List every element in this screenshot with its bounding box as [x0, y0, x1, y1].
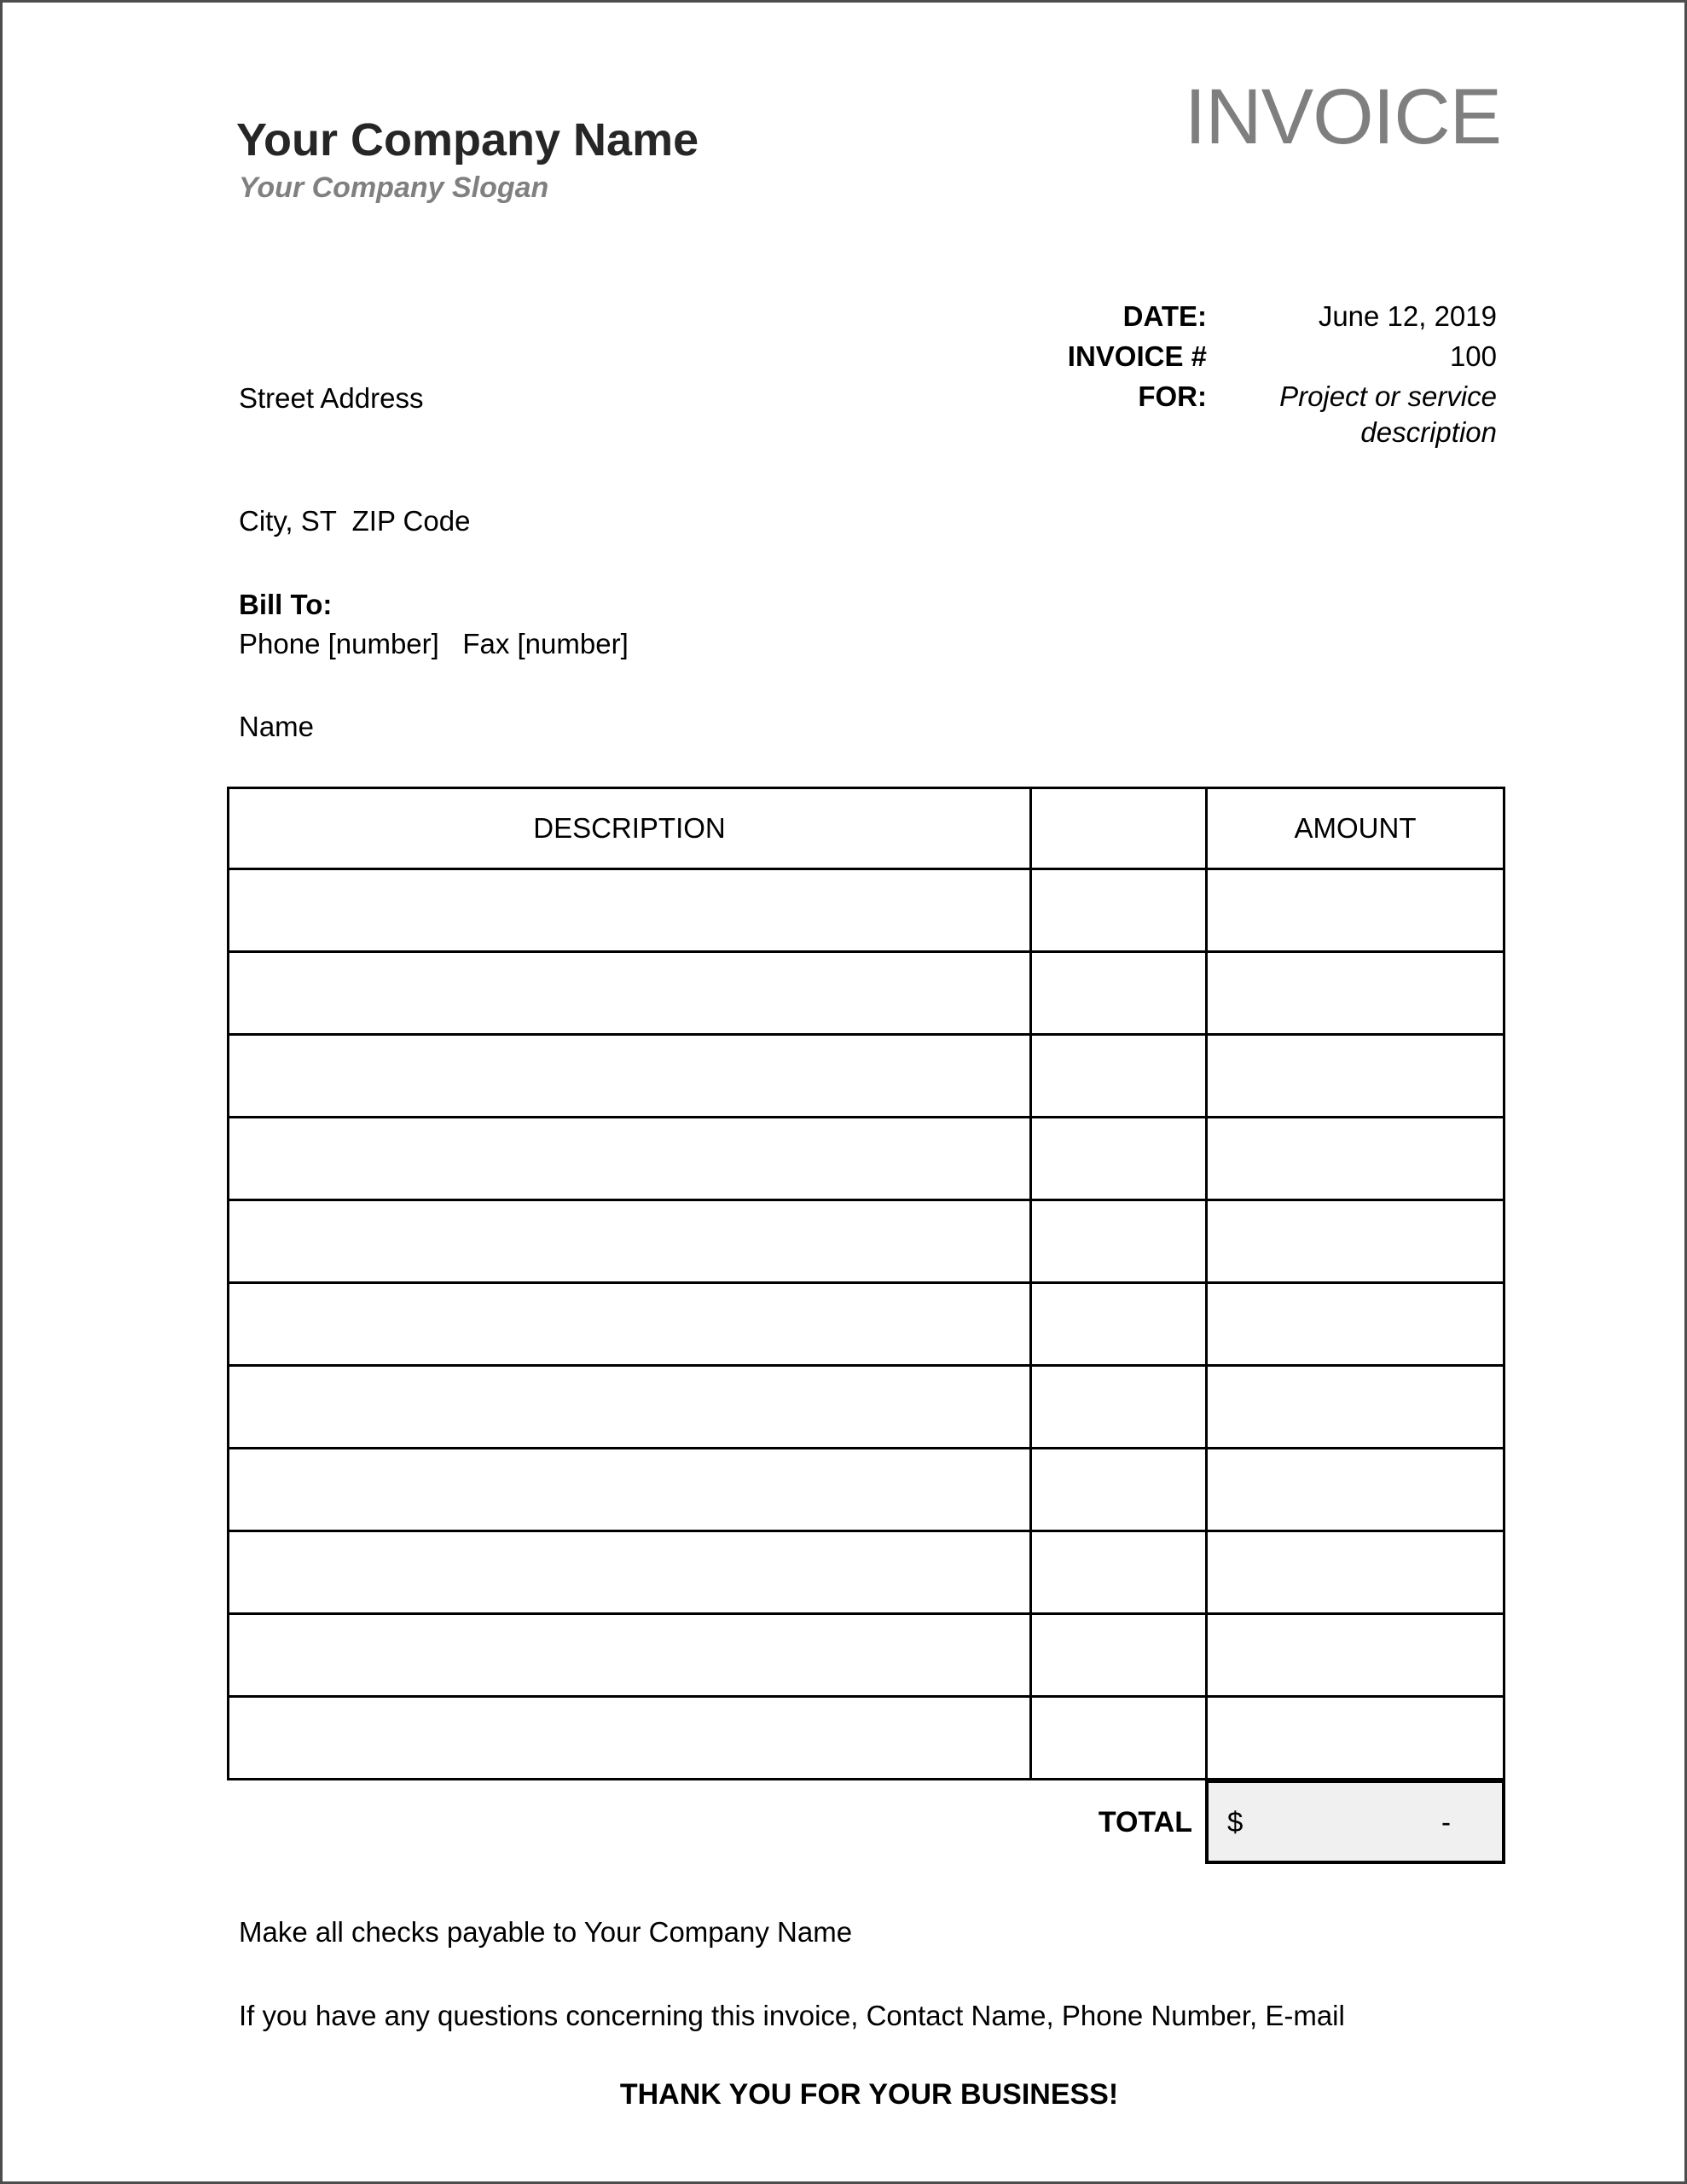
table-cell [229, 1697, 1031, 1780]
table-cell [1031, 1366, 1207, 1449]
table-cell [1031, 952, 1207, 1035]
total-amount-cell [1205, 1780, 1505, 1864]
table-row [229, 869, 1504, 952]
table-cell [1207, 1697, 1504, 1780]
table-cell [1207, 1531, 1504, 1614]
table-cell [229, 1614, 1031, 1697]
table-row [229, 1035, 1504, 1118]
table-cell [1031, 1531, 1207, 1614]
bill-to-heading: Bill To: [239, 589, 333, 620]
table-cell [229, 1449, 1031, 1531]
for-value: Project or service description [1279, 380, 1497, 448]
table-cell [1207, 1200, 1504, 1283]
table-cell [1207, 1614, 1504, 1697]
table-row [229, 1366, 1504, 1449]
table-cell [1031, 1118, 1207, 1200]
items-table [227, 787, 1505, 1780]
currency-symbol: $ [1227, 1805, 1244, 1838]
company-phone-fax: Phone [number] Fax [number] [239, 628, 629, 659]
table-cell [1031, 1449, 1207, 1531]
company-city-state-zip: City, ST ZIP Code [239, 505, 471, 537]
table-cell [1031, 1283, 1207, 1366]
table-cell [1207, 1283, 1504, 1366]
invoice-title: INVOICE [1184, 73, 1501, 160]
meta-row-date [855, 296, 1497, 336]
table-cell [229, 1035, 1031, 1118]
date-label: DATE: [1122, 300, 1207, 332]
company-name: Your Company Name [236, 114, 699, 166]
table-row [229, 1531, 1504, 1614]
invoice-number-label: INVOICE # [1067, 340, 1207, 372]
for-label: FOR: [1138, 380, 1207, 412]
table-cell [1207, 1449, 1504, 1531]
invoice-meta-block [855, 296, 1497, 450]
table-cell [1207, 952, 1504, 1035]
items-table-body [229, 869, 1504, 1780]
thank-you-message: THANK YOU FOR YOUR BUSINESS! [619, 2078, 1119, 2111]
description-column-header: DESCRIPTION [229, 788, 1031, 869]
items-table-wrap [227, 787, 1505, 1780]
middle-column-header [1031, 788, 1207, 869]
table-cell [1207, 1366, 1504, 1449]
company-street-address: Street Address [239, 382, 424, 414]
invoice-number-value: 100 [1449, 340, 1497, 372]
bill-to-name: Name [239, 710, 315, 742]
table-cell [229, 1366, 1031, 1449]
checks-payable-note: Make all checks payable to Your Company Name [239, 1916, 853, 1948]
table-cell [229, 1200, 1031, 1283]
table-row [229, 952, 1504, 1035]
table-cell [1031, 1697, 1207, 1780]
company-slogan: Your Company Slogan [239, 171, 549, 204]
table-cell [229, 1118, 1031, 1200]
table-cell [229, 1283, 1031, 1366]
meta-row-invoice-number [855, 336, 1497, 376]
table-cell [229, 1531, 1031, 1614]
table-row [229, 1200, 1504, 1283]
amount-column-header: AMOUNT [1207, 788, 1504, 869]
total-amount-value: - [1441, 1805, 1451, 1838]
meta-row-for [855, 376, 1497, 450]
table-cell [1207, 869, 1504, 952]
table-cell [1031, 869, 1207, 952]
table-row [229, 1614, 1504, 1697]
table-cell [1031, 1200, 1207, 1283]
table-row [229, 1283, 1504, 1366]
table-cell [1207, 1118, 1504, 1200]
table-cell [1207, 1035, 1504, 1118]
table-cell [229, 952, 1031, 1035]
questions-note: If you have any questions concerning this invoice, Contact Name, Phone Number, E-mail [239, 2000, 1345, 2031]
table-cell [1031, 1614, 1207, 1697]
table-row [229, 1697, 1504, 1780]
table-row [229, 1449, 1504, 1531]
table-cell [1031, 1035, 1207, 1118]
date-value: June 12, 2019 [1318, 300, 1497, 332]
table-row [229, 1118, 1504, 1200]
table-header-row [229, 788, 1504, 869]
total-label: TOTAL [1098, 1806, 1192, 1838]
table-cell [229, 869, 1031, 952]
